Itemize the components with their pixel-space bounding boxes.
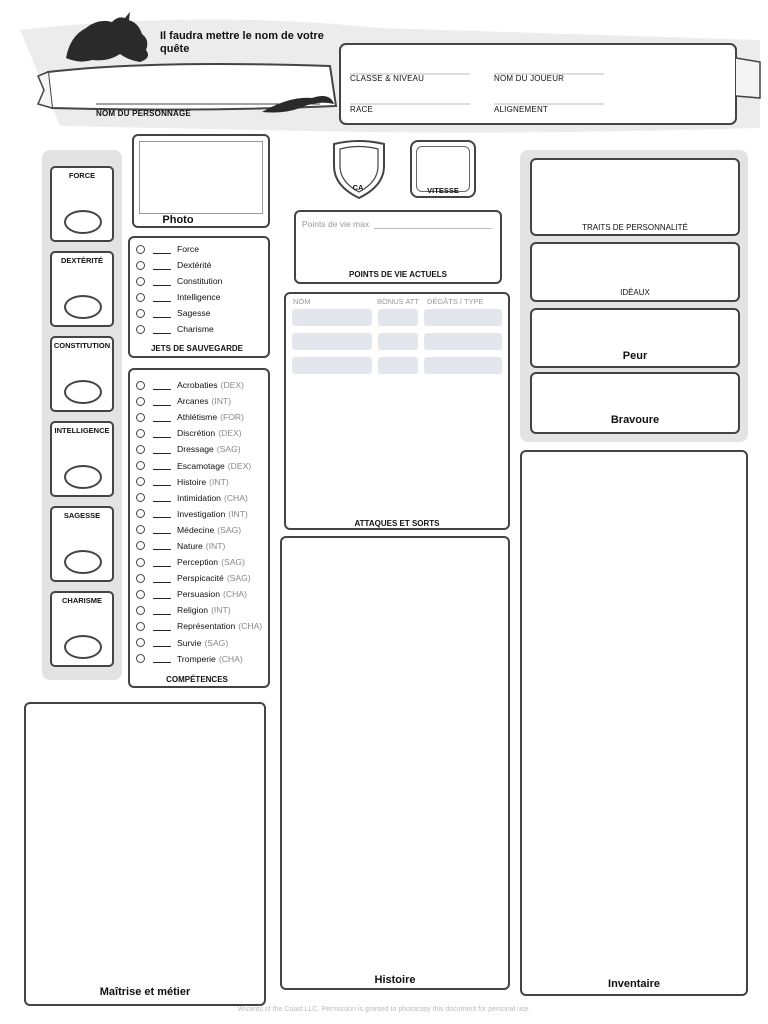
copyright-footer: Wizards of the Coast LLC. Permission is granted to photocopy this document for personal use. <box>237 1006 531 1013</box>
modifier-field[interactable] <box>153 606 171 615</box>
modifier-field[interactable] <box>153 245 171 254</box>
attack-col-damage: DÉGÂTS / TYPE <box>427 297 484 306</box>
quest-title: Il faudra mettre le nom de votre quête <box>160 30 324 55</box>
bravery-label: Bravoure <box>610 414 660 426</box>
ability-name: CHARISME <box>61 596 102 605</box>
proficiency-bubble[interactable] <box>136 245 145 254</box>
class-level-field[interactable] <box>350 54 470 72</box>
skill-ability: (CHA) <box>238 621 263 632</box>
attack-row-2-bonus[interactable] <box>378 333 418 350</box>
saving-throw-row <box>136 305 266 321</box>
ability-box-2[interactable] <box>50 336 114 412</box>
skill-row <box>136 474 266 490</box>
skill-row <box>136 618 266 634</box>
skill-name: Survie <box>177 637 202 648</box>
hp-max-line <box>374 228 492 229</box>
skill-row <box>136 586 266 602</box>
modifier-field[interactable] <box>153 590 171 599</box>
skill-row <box>136 522 266 538</box>
skill-name: Acrobaties <box>177 380 218 391</box>
skill-row <box>136 538 266 554</box>
skill-ability: (SAG) <box>226 573 251 584</box>
skill-ability: (INT) <box>211 605 231 616</box>
modifier-field[interactable] <box>153 261 171 270</box>
proficiency-bubble[interactable] <box>136 309 145 318</box>
modifier-field[interactable] <box>153 397 171 406</box>
skill-ability: (SAG) <box>217 524 242 535</box>
ability-modifier-oval[interactable] <box>64 380 102 404</box>
attack-row-1-bonus[interactable] <box>378 309 418 326</box>
skills-list <box>136 377 266 667</box>
modifier-field[interactable] <box>153 525 171 534</box>
skill-name: Athlétisme <box>177 412 218 423</box>
character-name-label: NOM DU PERSONNAGE <box>96 109 191 118</box>
skill-ability: (INT) <box>228 508 248 519</box>
ability-name: SAGESSE <box>63 511 101 520</box>
saving-throw-name: Charisme <box>177 324 214 334</box>
skill-name: Dressage <box>177 444 214 455</box>
skill-name: Représentation <box>177 621 236 632</box>
attacks-title: ATTAQUES ET SORTS <box>354 519 440 528</box>
modifier-field[interactable] <box>153 461 171 470</box>
skill-ability: (INT) <box>211 396 232 407</box>
saving-throw-row <box>136 321 266 337</box>
proficiency-bubble[interactable] <box>136 461 145 470</box>
skill-ability: (DEX) <box>227 460 252 471</box>
saving-throw-name: Constitution <box>177 276 223 286</box>
modifier-field[interactable] <box>153 509 171 518</box>
modifier-field[interactable] <box>153 445 171 454</box>
proficiency-bubble[interactable] <box>136 509 145 518</box>
ideals-label: IDÉAUX <box>620 288 650 297</box>
fear-label: Peur <box>622 350 648 362</box>
skill-row <box>136 554 266 570</box>
proficiency-bubble[interactable] <box>136 293 145 302</box>
modifier-field[interactable] <box>153 293 171 302</box>
saving-throw-row <box>136 241 266 257</box>
ability-modifier-oval[interactable] <box>64 550 102 574</box>
proficiencies-box[interactable] <box>24 702 266 1006</box>
ability-modifier-oval[interactable] <box>64 465 102 489</box>
proficiency-bubble[interactable] <box>136 574 145 583</box>
skill-row <box>136 651 266 667</box>
skill-row <box>136 635 266 651</box>
history-label: Histoire <box>374 974 416 986</box>
skill-ability: (FOR) <box>220 412 244 423</box>
modifier-field[interactable] <box>153 574 171 583</box>
saving-throw-row <box>136 257 266 273</box>
modifier-field[interactable] <box>153 429 171 438</box>
history-box[interactable] <box>280 536 510 990</box>
modifier-field[interactable] <box>153 654 171 663</box>
race-field[interactable] <box>350 84 470 102</box>
saving-throws-title: JETS DE SAUVEGARDE <box>150 344 244 353</box>
modifier-field[interactable] <box>153 622 171 631</box>
player-name-label: NOM DU JOUEUR <box>494 74 565 83</box>
skill-name: Tromperie <box>177 653 216 664</box>
skill-name: Histoire <box>177 476 207 487</box>
modifier-field[interactable] <box>153 477 171 486</box>
saving-throw-row <box>136 289 266 305</box>
skill-row <box>136 425 266 441</box>
proficiency-bubble[interactable] <box>136 381 145 390</box>
ability-box-1[interactable] <box>50 251 114 327</box>
modifier-field[interactable] <box>153 277 171 286</box>
skill-row <box>136 457 266 473</box>
attack-row-3-bonus[interactable] <box>378 357 418 374</box>
attack-col-name: NOM <box>293 297 311 306</box>
alignment-field[interactable] <box>494 84 604 102</box>
proficiency-bubble[interactable] <box>136 261 145 270</box>
proficiency-bubble[interactable] <box>136 541 145 550</box>
skill-name: Arcanes <box>177 396 209 407</box>
saving-throw-name: Dextérité <box>177 260 212 270</box>
skill-ability: (INT) <box>205 540 226 551</box>
saving-throw-row <box>136 273 266 289</box>
skill-row <box>136 377 266 393</box>
dragon-icon <box>66 17 148 62</box>
class-level-label: CLASSE & NIVEAU <box>350 74 425 83</box>
skill-ability: (INT) <box>209 476 229 487</box>
alignment-label: ALIGNEMENT <box>494 105 549 114</box>
attack-row-1-name[interactable] <box>292 309 372 326</box>
skill-row <box>136 506 266 522</box>
skill-row <box>136 441 266 457</box>
proficiency-bubble[interactable] <box>136 606 145 615</box>
proficiency-bubble[interactable] <box>136 654 145 663</box>
ability-box-0[interactable] <box>50 166 114 242</box>
skill-row <box>136 409 266 425</box>
skill-name: Investigation <box>177 508 226 519</box>
modifier-field[interactable] <box>153 325 171 334</box>
skill-name: Médecine <box>177 524 215 535</box>
modifier-field[interactable] <box>153 381 171 390</box>
saving-throw-name: Force <box>177 244 199 254</box>
photo-label: Photo <box>162 214 194 226</box>
proficiency-bubble[interactable] <box>136 590 145 599</box>
proficiency-bubble[interactable] <box>136 477 145 486</box>
skill-ability: (SAG) <box>204 637 229 648</box>
proficiency-bubble[interactable] <box>136 638 145 647</box>
skill-name: Discrétion <box>177 428 216 439</box>
ability-modifier-oval[interactable] <box>64 635 102 659</box>
ability-name: FORCE <box>68 171 96 180</box>
saving-throws-list <box>136 241 266 337</box>
ability-box-4[interactable] <box>50 506 114 582</box>
skill-row <box>136 393 266 409</box>
skill-row <box>136 602 266 618</box>
skill-ability: (DEX) <box>218 428 242 439</box>
inventory-label: Inventaire <box>608 978 660 990</box>
skill-name: Nature <box>177 540 203 551</box>
modifier-field[interactable] <box>153 541 171 550</box>
proficiency-bubble[interactable] <box>136 525 145 534</box>
proficiency-bubble[interactable] <box>136 413 145 422</box>
proficiency-bubble[interactable] <box>136 397 145 406</box>
skill-ability: (SAG) <box>216 444 241 455</box>
ability-modifier-oval[interactable] <box>64 210 102 234</box>
attack-row-2-name[interactable] <box>292 333 372 350</box>
attack-row-2-damage[interactable] <box>424 333 502 350</box>
personality-traits-label: TRAITS DE PERSONNALITÉ <box>582 223 688 232</box>
modifier-field[interactable] <box>153 558 171 567</box>
ability-name: DEXTÉRITÉ <box>60 256 104 265</box>
modifier-field[interactable] <box>153 413 171 422</box>
modifier-field[interactable] <box>153 493 171 502</box>
attack-row-3-damage[interactable] <box>424 357 502 374</box>
character-name-field[interactable] <box>96 82 316 102</box>
skill-name: Escamotage <box>177 460 225 471</box>
ability-modifier-oval[interactable] <box>64 295 102 319</box>
skill-ability: (CHA) <box>218 653 243 664</box>
proficiency-bubble[interactable] <box>136 493 145 502</box>
proficiency-bubble[interactable] <box>136 558 145 567</box>
attacks-box <box>284 292 510 530</box>
skill-name: Intimidation <box>177 492 221 503</box>
ability-box-5[interactable] <box>50 591 114 667</box>
armor-class-label: CA <box>352 183 364 192</box>
attack-col-bonus: BONUS ATT <box>377 297 419 306</box>
speed-label: VITESSE <box>427 186 459 195</box>
modifier-field[interactable] <box>153 309 171 318</box>
proficiencies-label: Maîtrise et métier <box>99 986 191 998</box>
attack-row-3-name[interactable] <box>292 357 372 374</box>
ability-box-3[interactable] <box>50 421 114 497</box>
skill-row <box>136 570 266 586</box>
modifier-field[interactable] <box>153 638 171 647</box>
skill-name: Persuasion <box>177 589 220 600</box>
proficiency-bubble[interactable] <box>136 622 145 631</box>
skill-name: Perception <box>177 557 219 568</box>
proficiency-bubble[interactable] <box>136 325 145 334</box>
ability-name: CONSTITUTION <box>53 341 111 350</box>
race-label: RACE <box>350 105 374 114</box>
skill-row <box>136 490 266 506</box>
proficiency-bubble[interactable] <box>136 445 145 454</box>
hp-max-label: Points de vie max <box>302 219 370 229</box>
inventory-box[interactable] <box>520 450 748 996</box>
skill-ability: (DEX) <box>220 380 245 391</box>
skill-name: Perspicacité <box>177 573 224 584</box>
armor-class-shield[interactable] <box>326 136 392 202</box>
hp-current-label: POINTS DE VIE ACTUELS <box>349 270 447 279</box>
skill-ability: (CHA) <box>223 492 248 503</box>
proficiency-bubble[interactable] <box>136 429 145 438</box>
skills-title: COMPÉTENCES <box>166 675 228 684</box>
skill-name: Religion <box>177 605 209 616</box>
saving-throw-name: Sagesse <box>177 308 211 318</box>
skill-ability: (CHA) <box>223 589 247 600</box>
skill-ability: (SAG) <box>221 557 245 568</box>
ability-name: INTELLIGENCE <box>54 426 110 435</box>
attack-row-1-damage[interactable] <box>424 309 502 326</box>
player-name-field[interactable] <box>494 54 604 72</box>
saving-throw-name: Intelligence <box>177 292 221 302</box>
proficiency-bubble[interactable] <box>136 277 145 286</box>
